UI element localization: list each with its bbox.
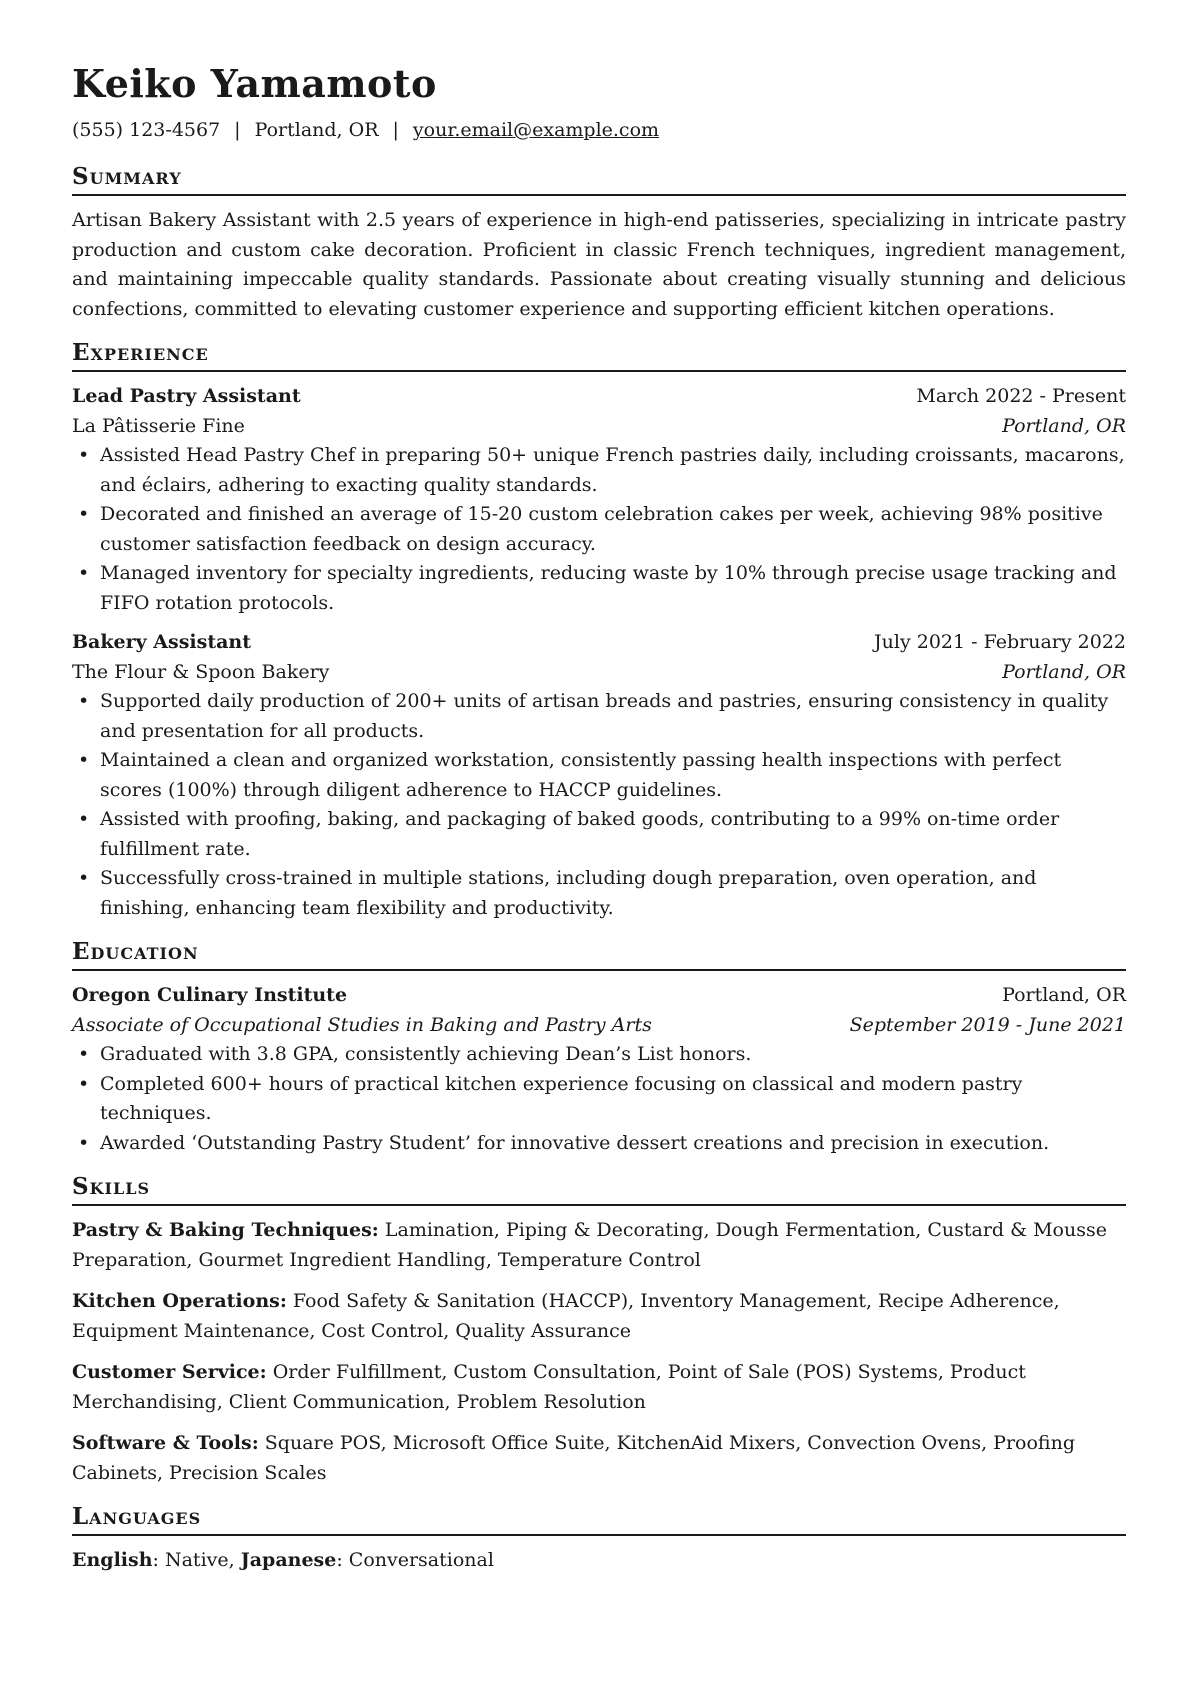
- languages-section: [72, 1502, 1126, 1576]
- phone: (555) 123-4567: [72, 119, 221, 141]
- separator: |: [234, 119, 241, 141]
- separator: |: [392, 119, 399, 141]
- section-title: Experience: [72, 338, 1126, 372]
- skill-label: Kitchen Operations:: [72, 1290, 287, 1312]
- job-bullets: [72, 441, 1126, 618]
- job-company: The Flour & Spoon Bakery: [72, 660, 330, 683]
- skill-group: [72, 1287, 1126, 1346]
- languages-line: English: Native, Japanese: Conversational: [72, 1549, 494, 1571]
- list-item: • Supported daily production of 200+ units of artisan breads and pastries, ensuring consistency in quality and presentation for all products.: [100, 687, 1126, 746]
- degree: Associate of Occupational Studies in Baking and Pastry Arts: [72, 1013, 652, 1036]
- job-role: Lead Pastry Assistant: [72, 385, 301, 407]
- section-title: Education: [72, 937, 1126, 971]
- skill-group: [72, 1216, 1126, 1275]
- resume-page: [72, 58, 1126, 1576]
- language-level: Conversational: [348, 1549, 494, 1571]
- location: Portland, OR: [254, 119, 379, 141]
- skill-label: Pastry & Baking Techniques:: [72, 1219, 379, 1241]
- skill-items: Lamination, Piping & Decorating, Dough Fermentation, Custard & Mousse Preparation, Gourmet Ingredient Handling, Temperature Control: [72, 1219, 1107, 1271]
- skill-label: Customer Service:: [72, 1361, 267, 1383]
- contact-line: [72, 116, 1126, 144]
- school-location: Portland, OR: [1002, 984, 1126, 1006]
- education-section: [72, 937, 1126, 1158]
- job-dates: March 2022 - Present: [916, 385, 1126, 407]
- experience-section: [72, 338, 1126, 923]
- section-title: Summary: [72, 162, 1126, 196]
- job-role: Bakery Assistant: [72, 631, 252, 653]
- job-location: Portland, OR: [1002, 660, 1126, 683]
- language-level: Native: [164, 1549, 229, 1571]
- job-location: Portland, OR: [1002, 414, 1126, 437]
- candidate-name: Keiko Yamamoto: [72, 61, 437, 106]
- list-item: • Completed 600+ hours of practical kitchen experience focusing on classical and modern pastry techniques.: [100, 1070, 1126, 1129]
- list-item: • Managed inventory for specialty ingredients, reducing waste by 10% through precise usage tracking and FIFO rotation protocols.: [100, 559, 1126, 618]
- skill-group: [72, 1429, 1126, 1488]
- list-item: • Assisted with proofing, baking, and packaging of baked goods, contributing to a 99% on-time order fulfillment rate.: [100, 805, 1126, 864]
- skill-items: Food Safety & Sanitation (HACCP), Inventory Management, Recipe Adherence, Equipment Maintenance, Cost Control, Quality Assurance: [72, 1290, 1060, 1342]
- skill-group: [72, 1358, 1126, 1417]
- education-dates: September 2019 - June 2021: [849, 1013, 1126, 1036]
- summary-text: Artisan Bakery Assistant with 2.5 years of experience in high-end patisseries, specializing in intricate pastry production and custom cake decoration. Proficient in classic French techniques, ingredient management, and maintaining impeccable quality standards. Passionate about creating visually stunning and delicious confections, committed to elevating customer experience and supporting efficient kitchen operations.: [72, 209, 1126, 320]
- skill-items: Order Fulfillment, Custom Consultation, Point of Sale (POS) Systems, Product Merchandising, Client Communication, Problem Resolution: [72, 1361, 1026, 1413]
- list-item: • Assisted Head Pastry Chef in preparing 50+ unique French pastries daily, including croissants, macarons, and éclairs, adhering to exacting quality standards.: [100, 441, 1126, 500]
- email-link[interactable]: your.email@example.com: [412, 119, 660, 141]
- list-item: • Graduated with 3.8 GPA, consistently achieving Dean’s List honors.: [100, 1040, 1126, 1070]
- list-item: • Maintained a clean and organized workstation, consistently passing health inspections with perfect scores (100%) through diligent adherence to HACCP guidelines.: [100, 746, 1126, 805]
- skill-label: Software & Tools:: [72, 1432, 259, 1454]
- section-title: Languages: [72, 1502, 1126, 1536]
- section-title: Skills: [72, 1172, 1126, 1206]
- skills-section: [72, 1172, 1126, 1488]
- school-name: Oregon Culinary Institute: [72, 984, 348, 1006]
- summary-section: [72, 162, 1126, 324]
- job-company: La Pâtisserie Fine: [72, 414, 245, 437]
- list-item: • Successfully cross-trained in multiple stations, including dough preparation, oven operation, and finishing, enhancing team flexibility and productivity.: [100, 864, 1126, 923]
- list-item: • Awarded ‘Outstanding Pastry Student’ for innovative dessert creations and precision in execution.: [100, 1129, 1126, 1159]
- job-entry: [72, 382, 1126, 618]
- job-entry: [72, 628, 1126, 923]
- language-name: Japanese: [240, 1549, 337, 1571]
- job-bullets: [72, 687, 1126, 923]
- list-item: • Decorated and finished an average of 15-20 custom celebration cakes per week, achieving 98% positive customer satisfaction feedback on design accuracy.: [100, 500, 1126, 559]
- education-bullets: [72, 1040, 1126, 1158]
- language-name: English: [72, 1549, 153, 1571]
- skill-items: Square POS, Microsoft Office Suite, KitchenAid Mixers, Convection Ovens, Proofing Cabinets, Precision Scales: [72, 1432, 1075, 1484]
- job-dates: July 2021 - February 2022: [874, 631, 1126, 653]
